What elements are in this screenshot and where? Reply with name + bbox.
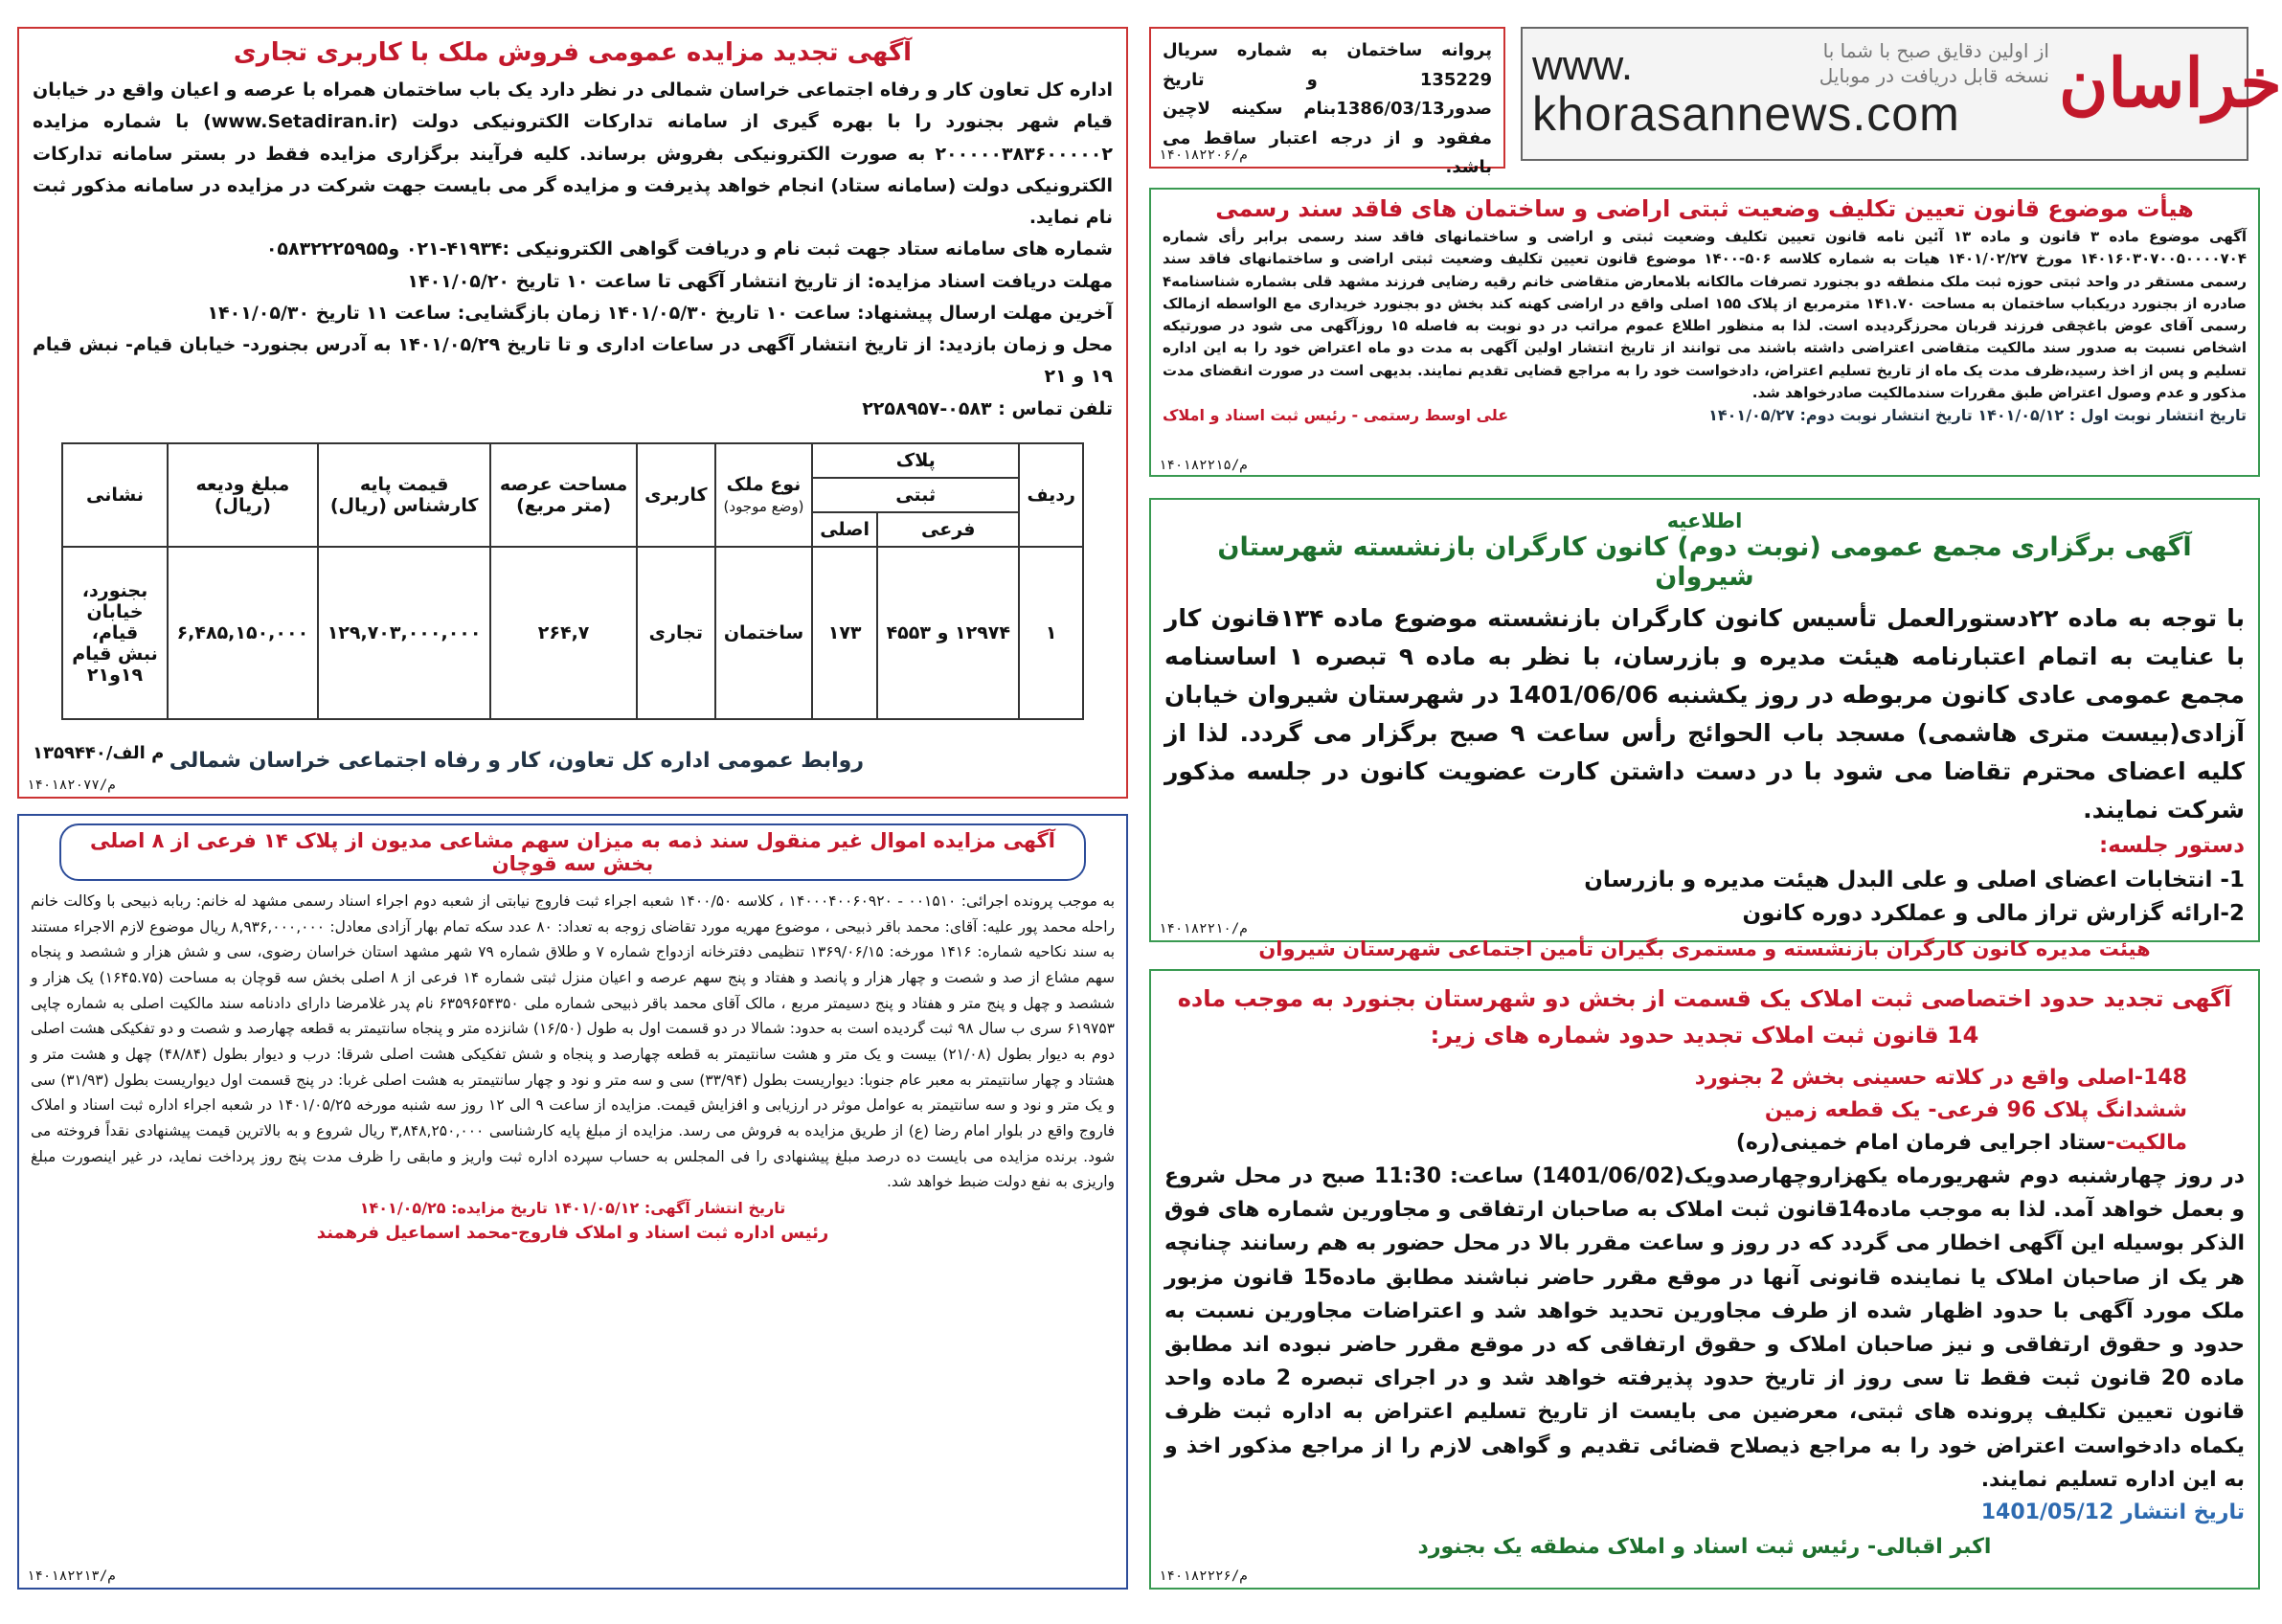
auction-line: تلفن تماس : ۰۵۸۳-۲۲۵۸۹۵۷ bbox=[862, 397, 1113, 419]
auction-title: آگهی تجدید مزایده عمومی فروش ملک با کاربری تجاری bbox=[233, 38, 913, 67]
board-title: هیأت موضوع قانون تعیین تکلیف وضعیت ثبتی اراضی و ساختمان های فاقد سند رسمی bbox=[1215, 195, 2194, 222]
auction-footer bbox=[33, 743, 1113, 773]
auction-body: اداره کل تعاون کار و رفاه اجتماعی خراسان شمالی در نظر دارد یک باب ساختمان همراه با عرصه و اعیان واقع در خیابان قیام شهر بجنورد را با بهره گیری از سامانه تدارکات الکترونیکی دولت (www.Setadiran.ir) با شماره مزایده ۲۰۰۰۰۰۳۸۳۶۰۰۰۰۰۲ به صورت الکترونیکی بفروش برساند. کلیه فرآیند برگزاری مزایده فقط در بستر سامانه تدارکات الکترونیکی دولت (سامانه ستاد) انجام خواهد پذیرفت و مزایده گر می بایست جهت شرکت در مزایده در سامانه مذکور ثبت نام نماید. bbox=[33, 79, 1113, 228]
boundary-notice bbox=[1149, 969, 2260, 1590]
cell-farei: ۱۲۹۷۴ و ۴۵۵۳ bbox=[877, 547, 1019, 719]
th-sabti: ثبتی bbox=[812, 478, 1019, 512]
auction-ref: م الف/۱۳۵۹۴۴۰ bbox=[33, 742, 165, 763]
th-farei: فرعی bbox=[877, 512, 1019, 547]
permit-code: ۱۴۰۱۸۲۲۰۶/م bbox=[1159, 147, 1248, 163]
cell-num: ۱ bbox=[1019, 547, 1083, 719]
auction-table bbox=[61, 442, 1084, 720]
cell-deposit: ۶,۴۸۵,۱۵۰,۰۰۰ bbox=[168, 547, 318, 719]
auction-line: شماره های سامانه ستاد جهت ثبت نام و دریافت گواهی الکترونیکی :۴۱۹۳۴-۰۲۱ و۰۵۸۳۲۲۲۵۹۵۵ bbox=[265, 238, 1113, 260]
agenda-item: 1- انتخابات اعضای اصلی و علی البدل هیئت مدیره و بازرسان bbox=[1584, 867, 2245, 892]
property-signature: رئیس اداره ثبت اسناد و املاک فاروج-محمد اسماعیل فرهمند bbox=[316, 1222, 829, 1243]
th-row: ردیف bbox=[1019, 443, 1083, 547]
auction-table-wrap bbox=[61, 442, 1084, 720]
cell-price: ۱۲۹,۷۰۳,۰۰۰,۰۰۰ bbox=[318, 547, 491, 719]
auction-signature: روابط عمومی اداره کل تعاون، کار و رفاه اجتماعی خراسان شمالی bbox=[169, 748, 864, 773]
th-plak: پلاک bbox=[812, 443, 1019, 478]
property-body: به موجب پرونده اجرائی: ۰۰۱۵۱۰ - ۱۴۰۰۰۴۰۰۶۰۹۲۰ ، کلاسه ۱۴۰۰/۵۰ شعبه اجراء ثبت فاروج نیابتی از شعبه دوم اجراء اسناد رسمی مشهد له خانم: ربابه ذبیحی با وکالت خانم راحله محمد پور علیه: آقای: محمد باقر ذبیحی ، موضوع مهریه مورد تقاضای زوجه به تعداد: ۸۰ عدد سکه تمام بهار آزادی معادل: ۸,۹۳۶,۰۰۰,۰۰۰ ریال موضوع لازم الاجراء مستند به سند نکاحیه شماره: ۱۴۱۶ مورخه: ۱۳۶۹/۰۶/۱۵ تنظیمی دفترخانه ازدواج شماره ۷ و طلاق شماره ۷۹ شهر مشهد استان خراسان رضوی، سی و شش هزار و ششصد و پنجاه سهم مشاع از صد و شصت و چهار هزار و پانصد و هفتاد و پنج سهم عرصه و اعیان منزل ثبتی شماره ۱۴ فرعی از ۸ اصلی بخش سه قوچان به مساحت (۱۶۴۵.۷۵) یک هزار و ششصد و چهل و پنج متر و هفتاد و پنج دسیمتر مربع ، مالک آقای محمد باقر ذبیحی شماره ملی ۶۳۵۹۶۵۴۳۵۰ نام پدر غلامرضا دارای دادنامه سند مالکیت اصلی به شماره چاپی ۶۱۹۷۵۳ سری ب سال ۹۸ ثبت گردیده است به حدود: شمالا در دو قسمت اول به طول (۱۶/۵۰) شانزده متر و پنجاه سانتیمتر به قطعه چهارصد و شصت و دو تفکیکی هشت اصلی دوم به دیوار بطول (۲۱/۰۸) بیست و یک متر و هشت سانتیمتر به قطعه چهارصد و پنجاه و شش تفکیکی هشت اصلی شرقا: درب و دیوار بطول (۴۸/۸۴) چهل و هشت متر و هشتاد و چهار سانتیمتر به معبر عام جنوبا: دیواریست بطول (۳۳/۹۴) سی و سه متر و نود و چهار سانتیمتر به هشت اصلی غربا: در پنج قسمت اول دیواریست بطول (۳۱/۹۳) سی و یک متر و نود و سه سانتیمتر به عوامل موثر در ارزیابی و افزایش قیمت. مزایده از ساعت ۹ الی ۱۲ روز سه شنبه مورخه ۱۴۰۱/۰۵/۲۵ در شعبه اجراء اداره ثبت اسناد و املاک فاروج واقع در بلوار امام رضا (ع) از طریق مزایده به فروش می رسد. مزایده از مبلغ پایه کارشناسی ۳,۸۴۸,۲۵۰,۰۰۰ ریال شروع و به بالاترین قیمت پیشنهادی نقداً فروخته می شود. برنده مزایده می بایست ده درصد مبلغ پیشنهادی را فی المجلس به حساب سپرده اداره ثبت واریز و مابقی را ظرف مدت پنج روز پرداخت نماید، در غیر اینصورت مبلغ واریزی به نفع دولت ضبط خواهد شد. bbox=[31, 892, 1116, 1191]
auction-line: محل و زمان بازدید: از تاریخ انتشار آگهی در ساعات اداری و تا تاریخ ۱۴۰۱/۰۵/۲۹ به آدرس بجنورد- خیابان قیام- نبش قیام ۱۹ و ۲۱ bbox=[33, 334, 1113, 388]
board-footer bbox=[1163, 406, 2247, 424]
boundary-line1: 148-اصلی واقع در کلاته حسینی بخش 2 بجنورد bbox=[1694, 1065, 2187, 1090]
th-area: مساحت عرصه (متر مربع) bbox=[490, 443, 636, 547]
property-code: ۱۴۰۱۸۲۲۱۳/م bbox=[27, 1568, 116, 1584]
logo-www: www. bbox=[1532, 42, 1634, 89]
boundary-title: آگهی تجدید حدود اختصاصی ثبت املاک یک قسمت از بخش دو شهرستان بجنورد به موجب ماده 14 قانون ثبت املاک تجدید حدود شماره های زیر: bbox=[1177, 985, 2232, 1049]
notice-title: آگهی برگزاری مجمع عمومی (نوبت دوم) کانون کارگران بازنشسته شهرستان شیروان bbox=[1217, 532, 2192, 592]
auction-notice bbox=[17, 27, 1128, 799]
auction-line: مهلت دریافت اسناد مزایده: از تاریخ انتشار آگهی تا ساعت ۱۰ تاریخ ۱۴۰۱/۰۵/۲۰ bbox=[407, 270, 1113, 292]
brand-name: خراسان bbox=[2059, 43, 2282, 123]
property-title-box bbox=[59, 823, 1086, 881]
th-deposit: مبلغ ودیعه (ریال) bbox=[168, 443, 318, 547]
th-price: قیمت پایه کارشناس (ریال) bbox=[318, 443, 491, 547]
th-address: نشانی bbox=[62, 443, 168, 547]
notice-label: اطلاعیه bbox=[1666, 509, 1743, 532]
permit-text: پروانه ساختمان به شماره سریال 135229 و تاریخ صدور1386/03/13بنام سکینه لاچین مفقود و از درجه اعتبار ساقط می باشد. bbox=[1163, 40, 1492, 178]
newspaper-logo bbox=[1521, 27, 2282, 161]
board-code: ۱۴۰۱۸۲۲۱۵/م bbox=[1159, 458, 1248, 473]
property-title: آگهی مزایده اموال غیر منقول سند ذمه به میزان سهم مشاعی مدیون از پلاک ۱۴ فرعی از ۸ اصلی بخش سه قوچان bbox=[90, 829, 1055, 875]
cell-asli: ۱۷۳ bbox=[812, 547, 877, 719]
th-usage: کاربری bbox=[637, 443, 715, 547]
th-asli: اصلی bbox=[812, 512, 877, 547]
boundary-code: ۱۴۰۱۸۲۲۲۶/م bbox=[1159, 1568, 1248, 1584]
cell-address: بجنورد، خیابان قیام، نبش قیام ۱۹و۲۱ bbox=[62, 547, 168, 719]
permit-notice bbox=[1149, 27, 1505, 178]
table-row bbox=[62, 547, 1083, 719]
board-notice bbox=[1149, 188, 2260, 477]
boundary-body: در روز چهارشنبه دوم شهریورماه یکهزاروچهارصدویک(1401/06/02) ساعت: 11:30 صبح در محل شروع و بعمل خواهد آمد. لذا به موجب ماده14قانون ثبت املاک به صاحبان ارتفاقی و مجاورین شماره های فوق الذکر بوسیله این آگهی اخطار می گردد که در روز و ساعت مقرر بالا در محل حضور به هم رسانند چنانچه هر یک از صاحبان املاک یا نماینده قانونی آنها در موقع مقرر حاضر نباشند مطابق ماده15 قانون مزبور ملک مورد آگهی با حدود اظهار شده از طرف مجاورین تحدید خواهد شد و اعتراضات مجاورین نسبت به حدود و حقوق ارتفاقی و نیز صاحبان املاک و حقوق ارتفاقی که در موقع مقرر حاضر نبوده اند مطابق ماده 20 قانون ثبت فقط تا سی روز از تاریخ حدود پذیرفته خواهد شد و در اجرای تبصره 2 ماده واحد قانون تعیین تکلیف پرونده های ثبتی، معرضین می بایست از تاریخ تسلیم اعتراض به اداره ثبت ظرف یکماه دادخواست اعتراض خود را به مراجع ذیصلاح قضائی تقدیم و گواهی لازم را از مراجع مذکور اخذ و به این اداره تسلیم نمایند. bbox=[1164, 1164, 2246, 1492]
logo-url[interactable]: khorasannews.com bbox=[1532, 87, 1960, 141]
notice-signature: هیئت مدیره کانون کارگران بازنشسته و مستمری بگیران تأمین اجتماعی شهرستان شیروان bbox=[1258, 936, 2151, 960]
auction-code: ۱۴۰۱۸۲۰۷۷/م bbox=[27, 778, 116, 793]
notice-code: ۱۴۰۱۸۲۲۱۰/م bbox=[1159, 921, 1248, 936]
property-auction-notice bbox=[17, 814, 1128, 1590]
assembly-notice bbox=[1149, 498, 2260, 960]
board-dates: تاریخ انتشار نوبت اول : ۱۴۰۱/۰۵/۱۲ تاریخ انتشار نوبت دوم: ۱۴۰۱/۰۵/۲۷ bbox=[1708, 406, 2247, 424]
boundary-signature: اکبر اقبالی- رئیس ثبت اسناد و املاک منطقه یک بجنورد bbox=[1417, 1535, 1992, 1560]
agenda-item: 2-ارائه گزارش تراز مالی و عملکرد دوره کانون bbox=[1742, 901, 2245, 927]
property-dates: تاریخ انتشار آگهی: ۱۴۰۱/۰۵/۱۲ تاریخ مزایده: ۱۴۰۱/۰۵/۲۵ bbox=[359, 1198, 786, 1217]
agenda-label: دستور جلسه: bbox=[2099, 833, 2245, 858]
boundary-line2: ششدانگ پلاک 96 فرعی- یک قطعه زمین bbox=[1764, 1097, 2187, 1122]
cell-type: ساختمان bbox=[715, 547, 812, 719]
logo-tagline: از اولین دقایق صبح با شما با نسخه قابل دریافت در موبایل bbox=[1819, 39, 2049, 87]
auction-line: آخرین مهلت ارسال پیشنهاد: ساعت ۱۰ تاریخ ۱۴۰۱/۰۵/۳۰ زمان بازگشایی: ساعت ۱۱ تاریخ ۱۴۰۱/۰۵/۳۰ bbox=[207, 302, 1113, 324]
th-type: نوع ملک (وضع موجود) bbox=[715, 443, 812, 547]
boundary-owner: مالکیت-ستاد اجرایی فرمان امام خمینی(ره) bbox=[1735, 1130, 2187, 1155]
cell-usage: تجاری bbox=[637, 547, 715, 719]
board-signature: علی اوسط رستمی - رئیس ثبت اسناد و املاک bbox=[1163, 406, 1509, 424]
boundary-date: تاریخ انتشار 1401/05/12 bbox=[1980, 1500, 2245, 1524]
board-body: آگهی موضوع ماده ۳ قانون و ماده ۱۳ آئین نامه قانون تعیین تکلیف وضعیت ثبتی و اراضی و ساختمانهای فاقد سند رسمی برابر رأی شماره ۱۴۰۱۶۰۳۰۷۰۰۵۰۰۰۰۷۰۴ مورخ ۱۴۰۱/۰۲/۲۷ هیات به شماره کلاسه ۵۰۶-۱۴۰۰ موضوع قانون تعیین تکلیف وضعیت ثبتی اراضی و ساختمانهای فاقد سند رسمی مستقر در واحد ثبتی حوزه ثبت ملک منطقه دو بجنورد تصرفات مالکانه بلامعارض متقاضی خانم رقیه رضایی فرزند مشهد قلی بشماره شناسنامه۴ صادره از بجنورد دریکباب ساختمان به مساحت ۱۴۱.۷۰ مترمربع از پلاک ۱۵۵ اصلی واقع در اراضی کهنه کند بخش دو بجنورد خریداری مع الواسطه ازمالک رسمی آقای عوض باغچقی فرزند قربان محرزگردیده است. لذا به منظور اطلاع عموم مراتب در دو نوبت به فاصله ۱۵ روزآگهی می شود در صورتیکه اشخاص نسبت به صدور سند مالکیت متقاضی اعتراضی داشته باشند می توانند از تاریخ انتشار اولین آگهی به مدت دو ماه اعتراض خود را به این اداره تسلیم و پس از اخذ رسید،ظرف مدت یک ماه از تاریخ تسلیم اعتراض، دادخواست خود را به مراجع قضایی تقدیم نمایند. بدیهی است در صورت انقضای مدت مذکور و عدم وصول اعتراض طبق مقررات سندمالکیت صادرخواهد شد. bbox=[1163, 228, 2247, 401]
cell-area: ۲۶۴,۷ bbox=[490, 547, 636, 719]
notice-body: با توجه به ماده ۲۲دستورالعمل تأسیس کانون کارگران بازنشسته موضوع ماده ۱۳۴قانون کار با عنایت به اتمام اعتبارنامه هیئت مدیره و بازرسان، با نظر به ماده ۹ تبصره ۱ اساسنامه مجمع عمومی عادی کانون مربوطه در روز یکشنبه 1401/06/06 در شهرستان شیروان خیابان آزادی(بیست متری هاشمی) مسجد باب الحوائج رأس ساعت ۹ صبح برگزار می گردد. لذا از کلیه اعضای محترم تقاضا می شود با در دست داشتن کارت عضویت کانون در جلسه مذکور شرکت نمایند. bbox=[1164, 604, 2246, 823]
